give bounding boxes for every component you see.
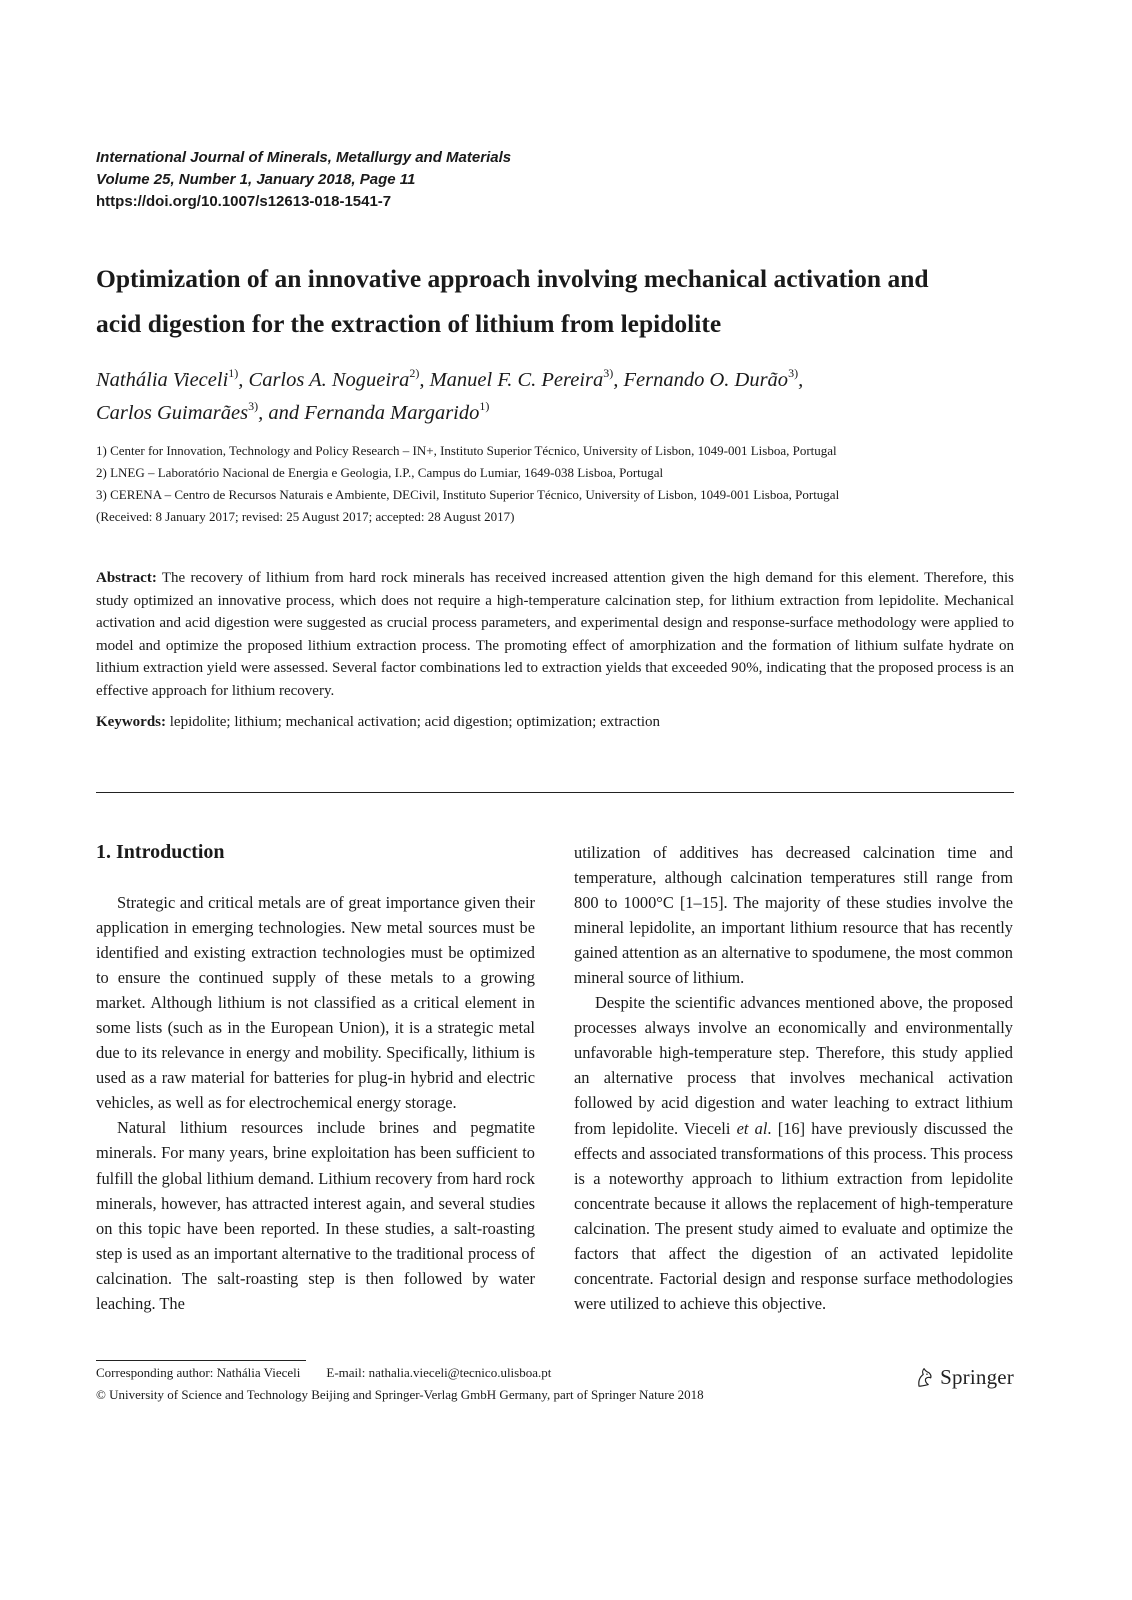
abstract-text: The recovery of lithium from hard rock minerals has received increased attention given the high demand for this element. Therefore, this study optimized an innovative process, which does not require a high-temperature calcination step, for lithium extraction from lepidolite. Mechanical activation and acid digestion were suggested as crucial process parameters, and experimental design and response-surface methodology were applied to model and optimize the proposed lithium extraction process. The promoting effect of amorphization and the formation of lithium sulfate hydrate on lithium extraction yield were assessed. Several factor combinations led to extraction yields that exceeded 90%, indicating that the proposed process is an effective approach for lithium recovery. [96,570,1014,699]
body-paragraph: Natural lithium resources include brines and pegmatite minerals. For many years, brine exploitation has been sufficient to fulfill the global lithium demand. Lithium recovery from hard rock minerals, however, has attracted interest again, and several studies on this topic have been reported. In these studies, a salt-roasting step is used as an important alternative to the traditional process of calcination. The salt-roasting step is then followed by water leaching. The [96,1118,535,1313]
footnote-divider [96,1360,306,1361]
author: Manuel F. C. Pereira$^{3)}$, [429,366,624,391]
keywords [96,711,1014,733]
corresponding-author-note [96,1364,896,1382]
author: Fernando O. Durão$^{3)}$, [623,366,804,391]
right-column [574,840,1013,1316]
copyright-notice: © University of Science and Technology Beijing and Springer-Verlag GmbH Germany, part of Springer Nature 2018 [96,1387,704,1402]
body-paragraph: utilization of additives has decreased calcination time and temperature, although calcination temperatures still range from 800 to 1000°C [1–15]. The majority of these studies involve the mineral lepidolite, an important lithium resource that has recently gained attention as an alternative to spodumene, the most common mineral source of lithium. [574,843,1013,988]
affiliations [96,440,1056,528]
paper-title [96,256,1056,346]
journal-name: International Journal of Minerals, Metallurgy and Materials [96,149,512,166]
abstract [96,567,1014,703]
springer-horse-icon [914,1364,934,1390]
title-line-1: Optimization of an innovative approach involving mechanical activation and [96,264,929,293]
journal-volume: Volume 25, Number 1, January 2018, Page 11 [96,171,416,188]
corresponding-author: Corresponding author: Nathália Vieceli [96,1365,301,1380]
section-heading: 1. Introduction [96,841,225,863]
author-list [96,364,1056,430]
author: Carlos A. Nogueira$^{2)}$, [248,366,430,391]
received-dates: (Received: 8 January 2017; revised: 25 August 2017; accepted: 28 August 2017) [96,509,515,524]
author: Fernanda Margarido$^{1)}$ [304,399,490,424]
springer-wordmark: Springer [940,1364,1014,1389]
author-email[interactable]: E-mail: nathalia.vieceli@tecnico.ulisboa.pt [326,1365,552,1380]
title-line-2: acid digestion for the extraction of lithium from lepidolite [96,309,722,338]
journal-header [96,147,796,213]
abstract-label: Abstract: [96,570,157,586]
section-divider [96,792,1014,793]
doi-link[interactable]: https://doi.org/10.1007/s12613-018-1541-7 [96,193,392,210]
left-column [96,890,535,1316]
affiliation: 3) CERENA – Centro de Recursos Naturais e Ambiente, DECivil, Instituto Superior Técnico, University of Lisbon, 1049-001 Lisboa, Portugal [96,487,840,502]
body-paragraph: Strategic and critical metals are of great importance given their application in emerging technologies. New metal sources must be identified and existing extraction technologies must be optimized to ensure the continued supply of these metals to a growing market. Although lithium is not classified as a critical element in some lists (such as in the European Union), it is a strategic metal due to its relevance in energy and mobility. Specifically, lithium is used as a raw material for batteries for plug-in hybrid and electric vehicles, as well as for electrochemical energy storage. [96,893,535,1113]
body-paragraph: Despite the scientific advances mentioned above, the proposed processes always involve an economically and environmentally unfavorable high-temperature step. Therefore, this study applied an alternative process that involves mechanical activation followed by acid digestion and water leaching to extract lithium from lepidolite. Vieceli et al. [16] have previously discussed the effects and associated transformations of this process. This process is a noteworthy approach to lithium extraction from lepidolite concentrate because it allows the replacement of high-temperature calcination. The present study aimed to evaluate and optimize the factors that affect the digestion of an activated lepidolite concentrate. Factorial design and response surface methodologies were utilized to achieve this objective. [574,993,1013,1313]
affiliation: 1) Center for Innovation, Technology and Policy Research – IN+, Instituto Superior Técnico, University of Lisbon, 1049-001 Lisboa, Portugal [96,443,837,458]
affiliation: 2) LNEG – Laboratório Nacional de Energia e Geologia, I.P., Campus do Lumiar, 1649-038 Lisboa, Portugal [96,465,664,480]
author: Nathália Vieceli$^{1)}$, [96,366,249,391]
springer-logo [914,1362,1014,1392]
keywords-label: Keywords: [96,714,166,730]
author: Carlos Guimarães$^{3)}$, and [96,399,305,424]
keywords-text: lepidolite; lithium; mechanical activation; acid digestion; optimization; extraction [169,714,661,730]
